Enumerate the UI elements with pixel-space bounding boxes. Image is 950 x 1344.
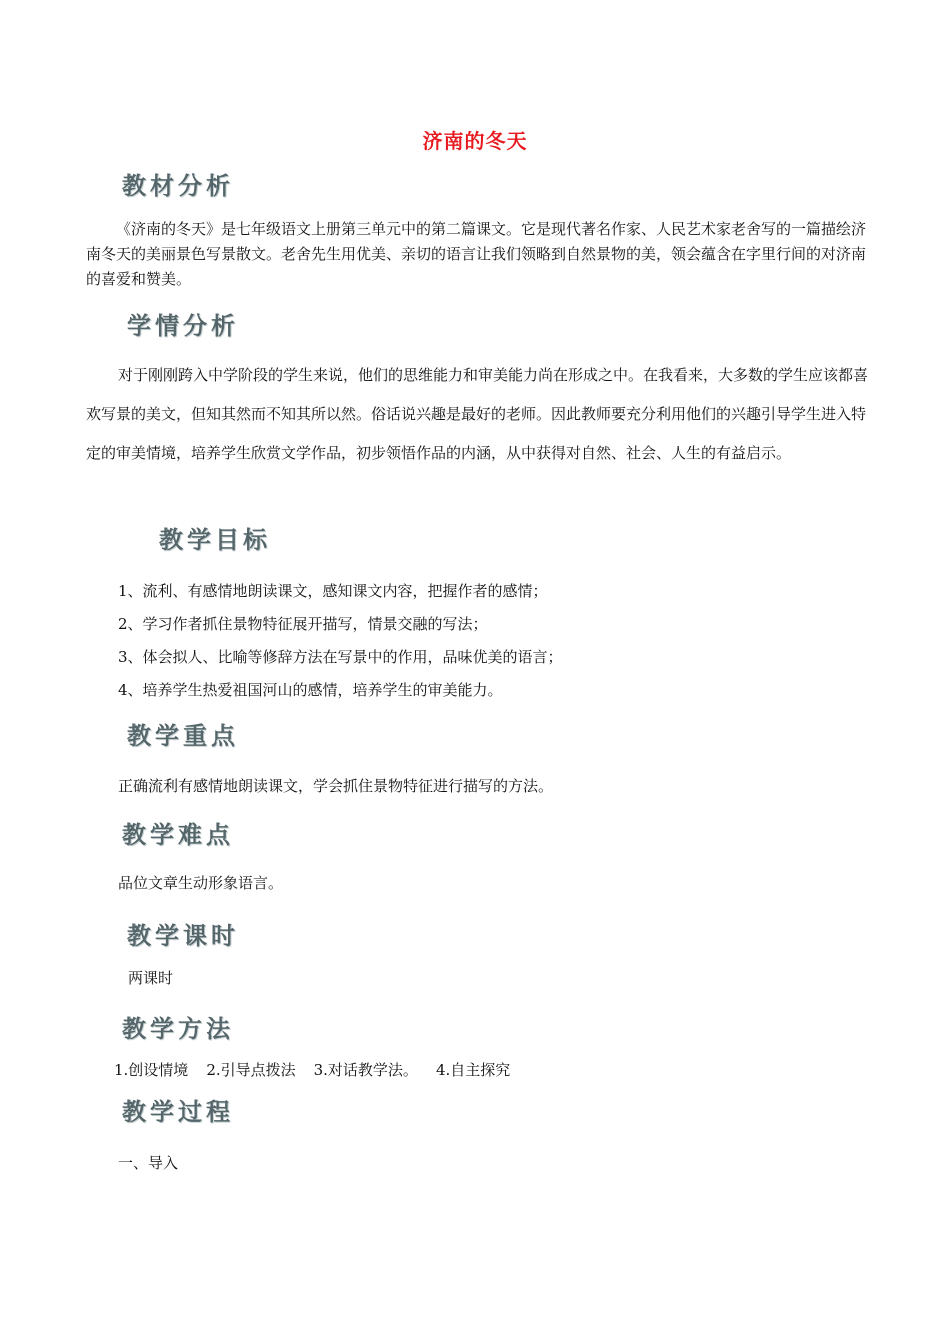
process-first-step: 一、导入 [118,1154,179,1172]
difficulties-text: 品位文章生动形象语言。 [118,874,284,892]
key-points-text: 正确流利有感情地朗读课文，学会抓住景物特征进行描写的方法。 [118,777,554,795]
objective-item: 1、流利、有感情地朗读课文，感知课文内容，把握作者的感情； [118,582,548,600]
student-analysis-text: 对于刚刚跨入中学阶段的学生来说，他们的思维能力和审美能力尚在形成之中。在我看来，大多数的学生应该都喜欢写景的美文，但知其然而不知其所以然。俗话说兴趣是最好的老师。因此教师要充分利用他们的兴趣引导学生进入特定的审美情境，培养学生欣赏文学作品，初步领悟作品的内涵，从中获得对自然、社会、人生的有益启示。 [86,366,869,462]
method-item: 3.对话教学法。 [313,1061,418,1079]
heading-textbook-analysis: 教材分析 [122,172,234,200]
heading-objectives: 教学目标 [159,526,271,554]
method-item: 1.创设情境 [114,1061,189,1079]
class-hours-text: 两课时 [128,969,174,987]
heading-key-points: 教学重点 [127,722,239,750]
heading-difficulties: 教学难点 [122,821,234,849]
student-analysis-paragraph [86,356,876,473]
textbook-analysis-text: 《济南的冬天》是七年级语文上册第三单元中的第二篇课文。它是现代著名作家、人民艺术家老舍写的一篇描绘济南冬天的美丽景色写景散文。老舍先生用优美、亲切的语言让我们领略到自然景物的美，领会蕴含在字里行间的对济南的喜爱和赞美。 [86,220,867,288]
objective-item: 2、学习作者抓住景物特征展开描写，情景交融的写法； [118,615,488,633]
textbook-analysis-paragraph [86,217,866,292]
heading-methods: 教学方法 [122,1015,234,1043]
document-title: 济南的冬天 [422,129,528,153]
method-item: 4.自主探究 [435,1061,511,1079]
method-item: 2.引导点拨法 [206,1061,296,1079]
methods-list [114,1059,528,1081]
objective-item: 3、体会拟人、比喻等修辞方法在写景中的作用，品味优美的语言； [118,648,563,666]
heading-process: 教学过程 [122,1098,234,1126]
heading-class-hours: 教学课时 [127,922,239,950]
heading-student-analysis: 学情分析 [127,312,239,340]
objective-item: 4、培养学生热爱祖国河山的感情，培养学生的审美能力。 [118,681,503,699]
